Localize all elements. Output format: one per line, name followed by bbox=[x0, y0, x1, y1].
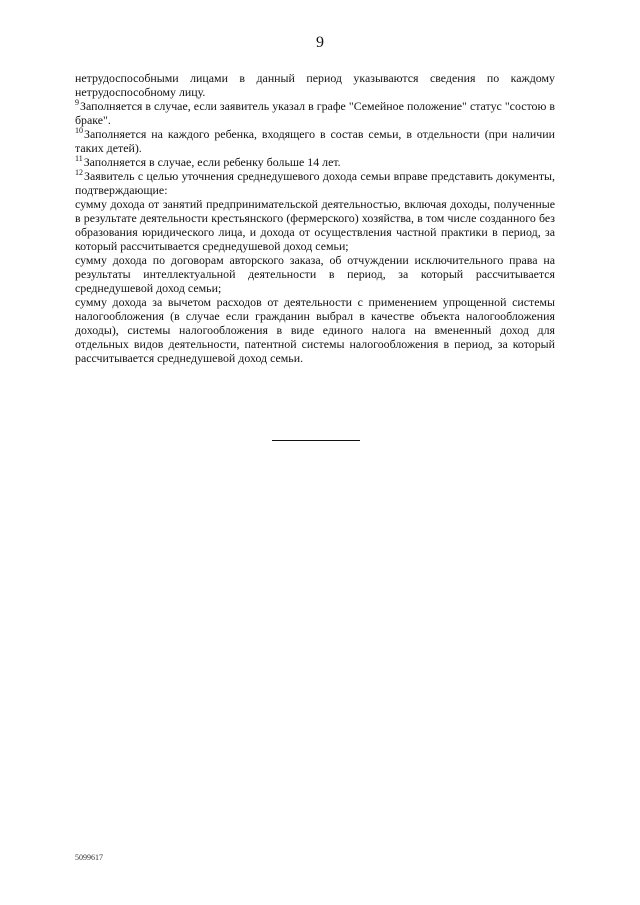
footnote-label: 10 bbox=[75, 126, 83, 136]
document-code: 5099617 bbox=[75, 853, 103, 862]
footnote-text: Заполняется в случае, если заявитель указал в графе "Семейное положение" статус "состою в браке". bbox=[75, 99, 555, 127]
footnote-11 bbox=[75, 155, 555, 169]
footnote-12 bbox=[75, 169, 555, 197]
separator-line bbox=[272, 440, 360, 441]
footnote-label: 9 bbox=[75, 98, 79, 108]
list-item: сумму дохода от занятий предпринимательской деятельностью, включая доходы, полученные в результате деятельности крестьянского (фермерского) хозяйства, в том числе созданного без образования юридического лица, и дохода от осуществления частной практики в период, за который рассчитывается среднедушевой доход семьи; bbox=[75, 197, 555, 253]
footnote-text: Заявитель с целью уточнения среднедушевого дохода семьи вправе представить документы, подтверждающие: bbox=[75, 169, 555, 197]
footnote-text: Заполняется в случае, если ребенку больше 14 лет. bbox=[83, 155, 341, 169]
footnote-label: 12 bbox=[75, 168, 83, 178]
list-item: сумму дохода по договорам авторского заказа, об отчуждении исключительного права на результаты интеллектуальной деятельности в период, за который рассчитывается среднедушевой доход семьи; bbox=[75, 253, 555, 295]
footnote-label: 11 bbox=[75, 154, 83, 164]
footnote-10 bbox=[75, 127, 555, 155]
footnotes-block bbox=[75, 71, 555, 365]
page-number: 9 bbox=[316, 34, 324, 51]
continuation-text: нетрудоспособными лицами в данный период указываются сведения по каждому нетрудоспособному лицу. bbox=[75, 71, 555, 99]
list-item: сумму дохода за вычетом расходов от деятельности с применением упрощенной системы налогообложения (в случае если гражданин выбрал в качестве объекта налогообложения доходы), системы налогообложения в виде единого налога на вмененный доход для отдельных видов деятельности, патентной системы налогообложения в период, за который рассчитывается среднедушевой доход семьи. bbox=[75, 295, 555, 365]
footnote-9 bbox=[75, 99, 555, 127]
footnote-text: Заполняется на каждого ребенка, входящего в состав семьи, в отдельности (при наличии таких детей). bbox=[75, 127, 555, 155]
